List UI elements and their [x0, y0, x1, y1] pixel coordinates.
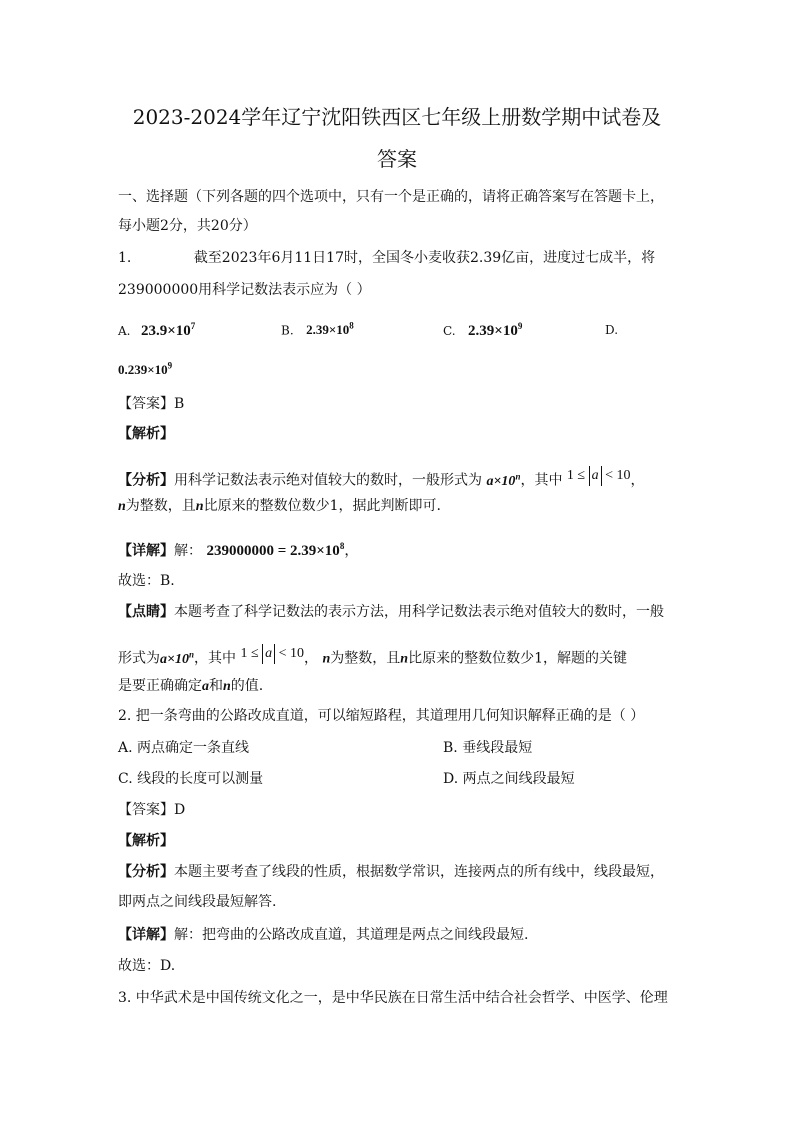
- document-title-line-2: 答案: [377, 147, 417, 171]
- q1-stem-line-1: [118, 248, 655, 268]
- q2-option-c: C. 线段的长度可以测量: [118, 771, 264, 787]
- section-heading-line-2: 每小题2分，共20分）: [118, 218, 257, 234]
- q1-option-b-label: B.: [281, 323, 294, 338]
- q1-option-b-value: $2.39\times 10^8$: [306, 321, 354, 338]
- q1-option-b: [281, 316, 354, 340]
- q1-fenxi-line-2: n为整数，且n比原来的整数位数少1，据此判断即可.: [118, 498, 441, 514]
- q2-detail: 【详解】解：把弯曲的公路改成直道，其道理是两点之间线段最短.: [118, 927, 529, 943]
- q1-comment-line-2: 形式为$a\times 10^n$，其中 1 ≤ a < 10， n为整数，且n比原来的整数位数少1，解题的关键: [118, 645, 628, 667]
- q1-conclusion: 故选：B.: [118, 573, 175, 589]
- q3-stem: 3. 中华武术是中国传统文化之一，是中华民族在日常生活中结合社会哲学、中医学、伦理: [118, 990, 668, 1006]
- q1-stem-line-2: 239000000用科学记数法表示应为（ ）: [118, 282, 371, 298]
- q1-comment-line-3: 是要正确确定a和n的值.: [118, 678, 264, 694]
- q1-option-a-label: A.: [118, 324, 131, 338]
- q1-option-c-label: C.: [443, 324, 456, 338]
- q1-comment-line-1: 【点睛】本题考查了科学记数法的表示方法，用科学记数法表示绝对值较大的数时，一般: [118, 604, 664, 620]
- q2-fenxi-line-2: 即两点之间线段最短解答.: [118, 894, 277, 910]
- q2-fenxi-line-1: 【分析】本题主要考查了线段的性质，根据数学常识，连接两点的所有线中，线段最短，: [118, 864, 664, 880]
- section-heading-line-1: 一、选择题（下列各题的四个选项中，只有一个是正确的，请将正确答案写在答题卡上，: [118, 189, 664, 205]
- q1-detail: 【详解】解： $239000000 = 2.39\times 10^8$，: [118, 541, 359, 559]
- q1-stem-text: 截至2023年6月11日17时，全国冬小麦收获2.39亿亩，进度过七成半，将: [193, 250, 656, 266]
- q2-option-b: B. 垂线段最短: [443, 740, 533, 756]
- abs-inequality-2: 1 ≤ a < 10: [240, 646, 304, 661]
- q1-option-c-value: $2.39\times 10^9$: [468, 321, 523, 339]
- q2-answer: 【答案】D: [118, 802, 186, 818]
- fenxi-tag: 【分析】: [118, 472, 174, 489]
- abs-inequality: 1 ≤ a < 10: [567, 468, 631, 483]
- comment-tag: 【点睛】: [118, 604, 174, 620]
- q1-option-a: [118, 316, 195, 341]
- document-title-line-1: 2023-2024学年辽宁沈阳铁西区七年级上册数学期中试卷及: [132, 105, 662, 129]
- q1-answer: 【答案】B: [118, 396, 185, 412]
- sci-notation-form: $a\times 10^n$: [486, 471, 521, 489]
- q1-option-c: [443, 316, 522, 341]
- q1-detail-equation: $239000000 = 2.39\times 10^8$: [206, 541, 345, 559]
- q1-option-a-value: $23.9\times 10^7$: [140, 321, 196, 339]
- q2-conclusion: 故选：D.: [118, 958, 176, 974]
- q1-number: 1.: [118, 250, 132, 266]
- q1-option-d-value: $0.239\times 10^9$: [118, 361, 173, 378]
- q2-stem: 2. 把一条弯曲的公路改成直道，可以缩短路程，其道理用几何知识解释正确的是（ ）: [118, 708, 645, 724]
- detail-tag: 【详解】: [118, 543, 174, 559]
- q1-analysis-heading: 【解析】: [118, 426, 174, 442]
- q1-option-d-label: D.: [605, 323, 619, 337]
- q2-option-a: A. 两点确定一条直线: [118, 740, 250, 756]
- q2-option-d: D. 两点之间线段最短: [443, 771, 575, 787]
- q1-fenxi-line-1: 【分析】用科学记数法表示绝对值较大的数时，一般形式为 $a\times 10^n$，其中 1 ≤ a < 10，: [118, 467, 645, 489]
- q2-analysis-heading: 【解析】: [118, 833, 174, 849]
